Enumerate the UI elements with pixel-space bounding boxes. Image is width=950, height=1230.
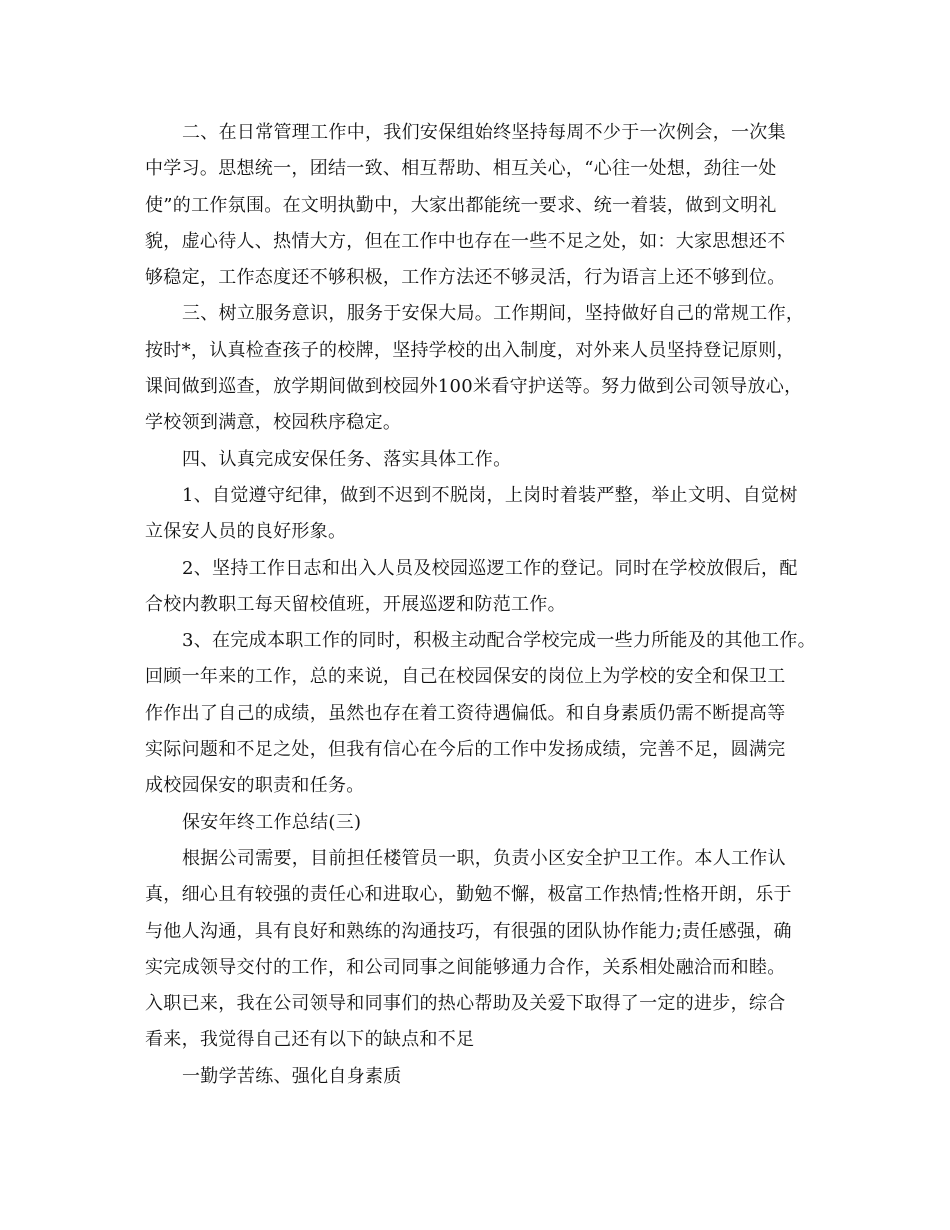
- paragraph-item-2: [145, 551, 815, 624]
- text-line: 实完成领导交付的工作，和公司同事之间能够通力合作，关系相处融洽而和睦。: [145, 956, 786, 978]
- text-line: 使”的工作氛围。在文明执勤中，大家出都能统一要求、统一着装，做到文明礼: [145, 194, 777, 216]
- paragraph-3-service-awareness: [145, 296, 815, 441]
- text-line: 根据公司需要，目前担任楼管员一职，负责小区安全护卫工作。本人工作认: [182, 847, 786, 869]
- paragraph-4-heading: [145, 442, 815, 478]
- text-line: 实际问题和不足之处，但我有信心在今后的工作中发扬成绩，完善不足，圆满完: [145, 739, 786, 761]
- text-line: 四、认真完成安保任务、落实具体工作。: [182, 448, 512, 470]
- text-line: 二、在日常管理工作中，我们安保组始终坚持每周不少于一次例会，一次集: [182, 122, 786, 143]
- text-line: 真，细心且有较强的责任心和进取心，勤勉不懈，极富工作热情;性格开朗，乐于: [145, 884, 792, 906]
- text-line: 按时*，认真检查孩子的校牌，坚持学校的出入制度，对外来人员坚持登记原则，: [145, 339, 795, 361]
- text-line: 1、自觉遵守纪律，做到不迟到不脱岗，上岗时着装严整，举止文明、自觉树: [182, 484, 798, 506]
- text-line: 貌，虚心待人、热情大方，但在工作中也存在一些不足之处，如：大家思想还不: [145, 230, 786, 252]
- text-line: 回顾一年来的工作，总的来说，自己在校园保安的岗位上为学校的安全和保卫工: [145, 666, 786, 688]
- text-line: 三、树立服务意识，服务于安保大局。工作期间，坚持做好自己的常规工作，: [182, 303, 805, 325]
- text-line: 保安年终工作总结(三): [182, 811, 362, 833]
- section-title: [145, 805, 815, 841]
- subheading-study: [145, 1059, 815, 1095]
- text-line: 作作出了自己的成绩，虽然也存在着工资待遇偏低。和自身素质仍需不断提高等: [145, 702, 786, 724]
- text-line: 够稳定，工作态度还不够积极，工作方法还不够灵活，行为语言上还不够到位。: [145, 267, 786, 289]
- text-line: 学校领到满意，校园秩序稳定。: [145, 412, 402, 434]
- text-line: 看来，我觉得自己还有以下的缺点和不足: [145, 1029, 475, 1051]
- text-line: 课间做到巡查，放学期间做到校园外100米看守护送等。努力做到公司领导放心，: [145, 376, 803, 398]
- text-line: 中学习。思想统一，团结一致、相互帮助、相互关心，“心往一处想，劲往一处: [145, 158, 777, 180]
- text-line: 成校园保安的职责和任务。: [145, 775, 365, 797]
- text-line: 合校内教职工每天留校值班，开展巡逻和防范工作。: [145, 593, 566, 615]
- document-body: [145, 115, 815, 1095]
- text-line: 立保安人员的良好形象。: [145, 521, 347, 543]
- text-line: 与他人沟通，具有良好和熟练的沟通技巧，有很强的团队协作能力;责任感强，确: [145, 920, 792, 942]
- text-line: 2、坚持工作日志和出入人员及校园巡逻工作的登记。同时在学校放假后，配: [182, 557, 798, 579]
- paragraph-intro: [145, 841, 815, 1059]
- text-line: 3、在完成本职工作的同时，积极主动配合学校完成一些力所能及的其他工作。: [182, 630, 816, 652]
- text-line: 入职已来，我在公司领导和同事们的热心帮助及关爱下取得了一定的进步，综合: [145, 993, 786, 1015]
- paragraph-2-daily-management: [145, 115, 815, 296]
- paragraph-item-1: [145, 478, 815, 551]
- paragraph-item-3: [145, 623, 815, 804]
- text-line: 一勤学苦练、强化自身素质: [182, 1065, 402, 1087]
